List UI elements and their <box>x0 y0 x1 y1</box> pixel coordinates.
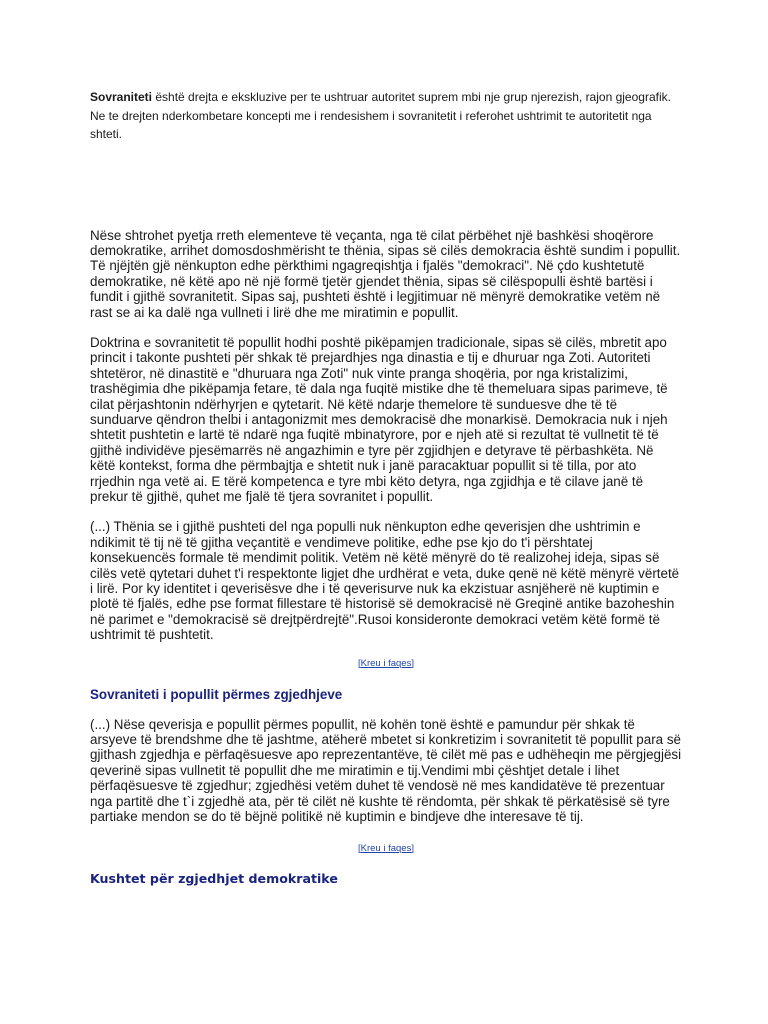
paragraph-democracy-definition: Nëse shtrohet pyetja rreth elementeve të veçanta, nga të cilat përbëhet një bashkësi shoqërore demokratike, arrihet domosdoshmërisht te thënia, sipas së cilës demokracia është sundim i popullit. Të njëjtën gjë nënkupton edhe përkthimi ngagreqishtja i fjalës "demokraci". Në çdo kushtetutë demokratike, në këtë apo në një formë tjetër gjendet thënia, sipas së cilëspopulli është bartësi i fundit i gjithë sovranitetit. Sipas saj, pushteti është i legjitimuar në mënyrë demokratike vetëm në rast se ai ka dalë nga vullneti i lirë dhe me miratimin e popullit. <box>90 227 681 320</box>
section-heading-elections: Sovraniteti i popullit përmes zgjedhjeve <box>90 686 343 702</box>
section-heading-conditions: Kushtet për zgjedhjet demokratike <box>90 870 338 886</box>
intro-text: është drejta e ekskluzive per te ushtruar autoritet suprem mbi nje grup njerezish, rajon gjeografik. Ne te drejten nderkombetare koncepti me i rendesishem i sovranitetit i referohet ushtrimit te autoritetit nga shteti. <box>90 90 671 141</box>
intro-paragraph <box>90 88 682 144</box>
paragraph-direct-democracy: (...) Thënia se i gjithë pushteti del nga populli nuk nënkupton edhe qeverisjen dhe ushtrimin e ndikimit të tij në të gjitha veçantitë e vendimeve politike, edhe pse kjo do t'i përshtatej konsekuencës formale të mendimit politik. Vetëm në këtë mënyrë do të realizohej ideja, sipas së cilës vetë qytetari duhet t'i respektonte ligjet dhe urdhërat e veta, duke qenë në këtë mënyrë vërtetë i lirë. Por ky identitet i qeverisësve dhe i të qeverisurve nuk ka ekzistuar asnjëherë në kuptimin e plotë të fjalës, edhe pse format fillestare të historisë së demokracisë në Greqinë antike bazoheshin në parimet e "demokracisë së drejtpërdrejtë".Rusoi konsideronte demokraci vetëm këtë formë të ushtrimit të pushtetit. <box>90 519 680 643</box>
back-to-top-link-2[interactable]: [Kreu i faqes] <box>358 842 414 854</box>
paragraph-representatives: (...) Nëse qeverisja e popullit përmes popullit, në kohën tonë është e pamundur për shkak të arsyeve të brendshme dhe të jashtme, atëherë mbetet si konkretizim i sovranitetit të popullit para së gjithash zgjedhja e përfaqësuesve apo reprezentantëve, të cilët më pas e udhëheqin me përgjegjësi qeverinë sipas vullnetit të popullit dhe me miratimin e tij.Vendimi mbi çështjet detale i lihet përfaqësuesve të zgjedhur; zgjedhësi vetëm duhet të vendosë në mes kandidatëve të prezentuar nga partitë dhe t`i zgjedhë ata, për të cilët në kushte të rëndomta, për shkak të përkatësisë së tyre partiake mendon se do të bëjnë politikë në kuptimin e bindjeve dhe interesave të tij. <box>90 716 682 825</box>
back-to-top-row-2 <box>90 843 682 855</box>
back-to-top-link-1[interactable]: [Kreu i faqes] <box>358 657 414 669</box>
document-page <box>90 88 682 886</box>
intro-term: Sovraniteti <box>90 90 153 104</box>
back-to-top-row-1 <box>90 658 682 670</box>
paragraph-sovereignty-doctrine: Doktrina e sovranitetit të popullit hodhi poshtë pikëpamjen tradicionale, sipas së cilës, mbretit apo princit i takonte pushteti për shkak të prejardhjes nga dinastia e tij e dhuruar nga Zoti. Autoriteti shtetëror, në dinastitë e "dhuruara nga Zoti" nuk vinte pranga shoqëria, por nga kristalizimi, trashëgimia dhe pikëpamja fetare, të dala nga fuqitë mistike dhe të themeluara sipas parimeve, të cilat përjashtonin ndërhyrjen e qytetarit. Në këtë ndarje themelore të sunduesve dhe të të sunduarve qëndron thelbi i antagonizmit mes demokracisë dhe monarkisë. Demokracia nuk i njeh shtetit pushtetin e lartë të ndarë nga fuqitë mbinatyrore, por e njeh atë si rezultat të vullnetit të të gjithë individëve pjesëmarrës në angazhimin e tyre për zgjidhjen e detyrave të përbashkëta. Në këtë kontekst, forma dhe përmbajtja e shtetit nuk i janë paracaktuar popullit si të tilla, por ato rrjedhin nga vetë ai. E tërë kompetenca e tyre mbi këto detyra, nga zgjidhja e të cilave janë të prekur të gjithë, quhet me fjalë të tjera sovranitet i popullit. <box>90 334 668 504</box>
